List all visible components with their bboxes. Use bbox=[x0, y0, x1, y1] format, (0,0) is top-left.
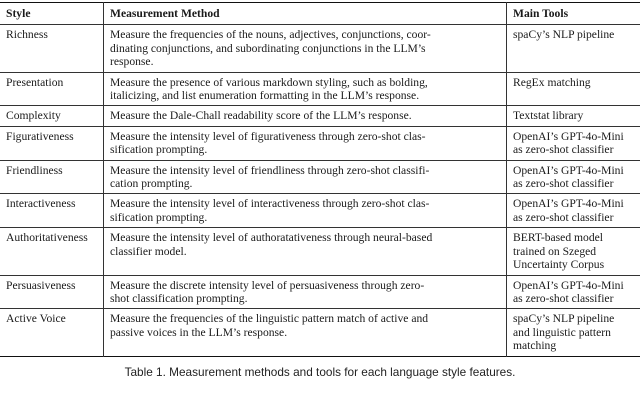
style-cell: Active Voice bbox=[6, 312, 66, 326]
method-cell: Measure the presence of various markdown styling, such as bolding, italicizing, and list enumeration formatting in the LLM’s response. bbox=[104, 72, 507, 106]
table-row bbox=[0, 160, 640, 194]
table-row bbox=[0, 194, 640, 228]
table-row bbox=[0, 106, 640, 126]
style-cell: Figurativeness bbox=[6, 129, 74, 143]
table-body bbox=[0, 25, 640, 356]
header-style: Style bbox=[6, 7, 31, 20]
method-cell: Measure the frequencies of the linguistic pattern match of active and passive voices in the LLM’s response. bbox=[104, 309, 507, 356]
table-row bbox=[0, 275, 640, 309]
method-cell: Measure the Dale-Chall readability score of the LLM’s response. bbox=[104, 106, 507, 126]
method-cell: Measure the frequencies of the nouns, adjectives, conjunctions, coor- dinating conjunctions, and subordinating conjunctions in the LLM’s response. bbox=[104, 25, 507, 72]
tools-cell: RegEx matching bbox=[507, 72, 640, 106]
table-row bbox=[0, 72, 640, 106]
method-cell: Measure the intensity level of friendliness through zero-shot classifi- cation prompting. bbox=[104, 160, 507, 194]
style-cell: Friendliness bbox=[6, 163, 63, 177]
header-tools: Main Tools bbox=[507, 3, 640, 25]
style-cell: Complexity bbox=[6, 109, 61, 123]
tools-cell: OpenAI’s GPT-4o-Mini as zero-shot classifier bbox=[507, 160, 640, 194]
style-cell: Persuasiveness bbox=[6, 278, 76, 292]
tools-cell: spaCy’s NLP pipeline and linguistic pattern matching bbox=[507, 309, 640, 356]
tools-cell: spaCy’s NLP pipeline bbox=[507, 25, 640, 72]
tools-cell: OpenAI’s GPT-4o-Mini as zero-shot classifier bbox=[507, 194, 640, 228]
style-cell: Interactiveness bbox=[6, 197, 76, 211]
table-header-row bbox=[0, 3, 640, 25]
table-row bbox=[0, 126, 640, 160]
tools-cell: Textstat library bbox=[507, 106, 640, 126]
style-cell: Authoritativeness bbox=[6, 231, 88, 245]
tools-cell: OpenAI’s GPT-4o-Mini as zero-shot classifier bbox=[507, 126, 640, 160]
method-cell: Measure the intensity level of authoratativeness through neural-based classifier model. bbox=[104, 228, 507, 275]
style-cell: Presentation bbox=[6, 75, 64, 89]
method-cell: Measure the discrete intensity level of persuasiveness through zero- shot classification prompting. bbox=[104, 275, 507, 309]
method-cell: Measure the intensity level of figurativeness through zero-shot clas- sification prompting. bbox=[104, 126, 507, 160]
header-method: Measurement Method bbox=[104, 3, 507, 25]
method-cell: Measure the intensity level of interactiveness through zero-shot clas- sification prompting. bbox=[104, 194, 507, 228]
table-caption: Table 1. Measurement methods and tools for each language style features. bbox=[124, 364, 516, 379]
table-row bbox=[0, 25, 640, 72]
style-cell: Richness bbox=[6, 28, 48, 42]
table-row bbox=[0, 228, 640, 275]
tools-cell: OpenAI’s GPT-4o-Mini as zero-shot classifier bbox=[507, 275, 640, 309]
table-row bbox=[0, 309, 640, 356]
measurement-table bbox=[0, 2, 640, 357]
tools-cell: BERT-based model trained on Szeged Uncertainty Corpus bbox=[507, 228, 640, 275]
